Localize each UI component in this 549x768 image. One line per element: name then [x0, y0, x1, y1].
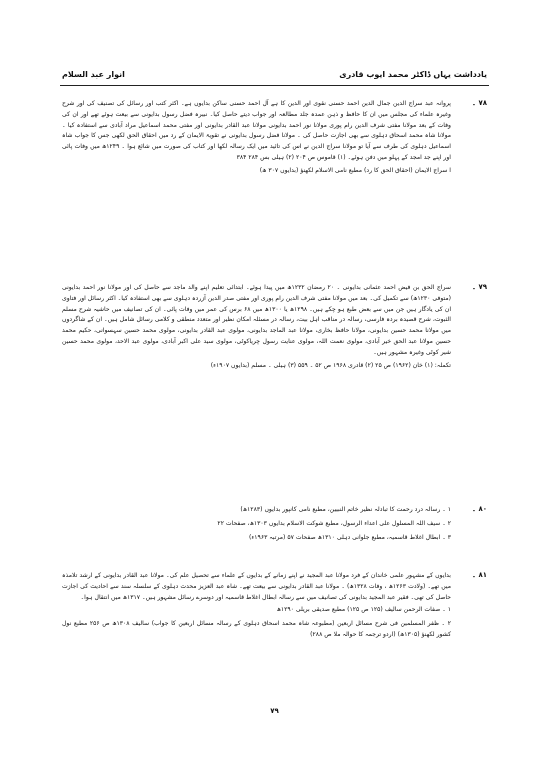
entry-number: ۸۰ ۔	[471, 505, 487, 513]
header-rule	[60, 85, 489, 86]
reference-line: ۱ ۔ صفات الرحمن سالیف (۱۲۵ ص ۱۲۵) مطبع صدیقی بریلی ۱۲۹۰ھ	[276, 606, 451, 614]
reference-line: ۲ ۔ ظفر المسلمین فی شرح مسائل اربعین (مطبوعہ شاہ محمد اسحاق دہلوی کے رسالہ مسائل اربعین کا جواب) سالیف ۱۳۰۸ھ ص ۲۵۶ مطبع نول کشور لکھنؤ (۱۳۰۵ھ) (اردو ترجمہ کا حوالہ ملا ص ۲۸۸)	[62, 620, 451, 638]
reference-line: ۱ ۔ رسالہ درد رحمت کا تبادلہ نظیر خاتم النبیین، مطبع نامی کانپور بدایوں (۱۲۸۳ھ)	[240, 506, 451, 513]
entry-paragraph: تکملہ: (۱) خان (۱۹۶۲) ص ۲۵ (۲) قادری ۱۹۶۸ ص ۵۲ ۔ ۵۵۹ (۳) ہیلی ۔ مسلم (بدایوں ۱۹۰۷ء)	[210, 361, 451, 369]
running-header	[62, 70, 487, 84]
entry-body	[62, 283, 451, 373]
page-number: ۷۹	[270, 707, 279, 715]
entry-references	[62, 505, 451, 546]
entry-references	[62, 605, 451, 640]
header-right-title: یادداشت یہاں ڈاکٹر محمد ایوب قادری	[339, 70, 487, 79]
entry-number: ۷۸ ۔	[471, 99, 487, 107]
reference-line: ۳ ۔ ابطال اغلاط قاسمیہ، مطبع جلوانی دہلی ۱۳۱۰ھ صفحات ۵۷ (مرتبہ ۱۹۶۳ء)	[249, 533, 451, 541]
entry-references	[62, 166, 451, 177]
entry-number: ۷۹ ۔	[471, 283, 487, 291]
entry-paragraph: پروانہ عبد سراج الدین جمال الدین احمد حسنی نقوی اور الدین کا ہے آل احمد حسنی ساکن بدایوں ہے۔ اکثر کتب اور رسائل کی تصنیف کی اور شرح وغیرہ علماء کی مجلس میں ان کا حافظ و ذہن عمدہ جلد مطالعہ اور جواب دیتے حاصل کیا۔ نبیرہ فضل رسول بدایونی سے بیعت ہوئے تھے اور ان کی وفات کے بعد مولانا مفتی شرف الدین رام پوری مولانا نور احمد بدایونی مولانا عبد القادر بدایونی اور مفتی محمد اسماعیل مراد آبادی سے استفادہ کیا ۔ مولانا شاہ محمد اسحاق دہلوی سے بھی اجازت حاصل کی ۔ مولانا فضل رسول بدایونی نے تقویۃ الایمان کے رد میں احقاق الحق لکھی جس کا جواب شاہ اسماعیل دہلوی کی طرف سے آیا تو مولانا سراج الدین نے اس کی تائید میں ایک رسالہ لکھا اور کتاب کی صورت میں شائع ہوا ۔ ۱۲۴۹ھ میں وفات پائی اور اپنے جد امجد کے پہلو میں دفن ہوئے۔ (۱) قاموس ص ۲۰۴ (۲) ہیلی بس ۲۸۴ ۳۸۴	[62, 100, 451, 161]
entry-number: ۸۱ ۔	[471, 571, 487, 579]
entry-body	[62, 571, 451, 644]
entry-paragraph: بدایوں کے مشہور علمی خاندان کے فرد مولانا عبد المجید نے اپنے زمانے کے بدایوں کے علماء سے تحصیل علم کی۔ مولانا عبد القادر بدایونی کے ارشد تلامذہ میں تھے۔ (ولادت ۱۲۶۳ھ ، وفات ۱۳۲۸ھ) ۔ مولانا عبد القادر بدایونی سے بیعت تھے۔ شاہ عبد العزیز محدث دہلوی کے سلسلہ سند سے احادیث کی اجازت حاصل کی تھی۔ فقیر عبد المجید بدایونی کی تصانیف میں سے رسالہ ابطال اغلاط قاسمیہ اور دوسرے رسائل مشہور ہیں۔ ۱۳۱۷ھ میں انتقال ہوا۔	[62, 572, 451, 601]
entry-paragraph: سراج الحق بن فیض احمد عثمانی بدایونی ۔ ۲۰ رمضان ۱۲۳۲ھ میں پیدا ہوئے۔ ابتدائی تعلیم اپنے والد ماجد سے حاصل کی اور مولانا نور احمد بدایونی (متوفی ۱۲۳۰ھ) سے تکمیل کی۔ بعد میں مولانا مفتی شرف الدین رام پوری اور مفتی صدر الدین آزردہ دہلوی سے بھی استفادہ کیا۔ اکثر رسائل اور فتاوی ان کی یادگار ہیں جن میں سے بعض طبع ہو چکے ہیں۔ ۱۲۹۸ھ یا ۱۳۰۰ھ میں ۶۸ برس کی عمر میں وفات پائی۔ ان کی تصانیف میں حاشیہ شرح مسلم الثبوت، شرح قصیدہ بردہ فارسی، رسالہ در مناقب اہل بیت، رسالہ در مسئلہ امکان نظیر اور متعدد منطقی و کلامی رسائل شامل ہیں۔ ان کے شاگردوں میں مولانا محمد حسین بدایونی، مولانا حافظ بخاری، مولانا عبد الماجد بدایونی، مولوی عبد القادر بدایونی، مولوی محمد حسین سہسوانی، حکیم محمد حسین مولانا عبد الحق خیر آبادی، مولوی نعمت اللہ، مولوی عنایت رسول چریاکوٹی، مولوی سید علی اکبر آبادی، مولوی عبد الاحد، مولوی محمد حسین شیر کوٹی وغیرہ مشہور ہیں۔	[62, 284, 452, 356]
entry-body	[62, 99, 451, 180]
header-left-title: انوار عبد السلام	[62, 70, 125, 79]
reference-line: ا سراج الایمان (احقاق الحق کا رد) مطبع نامی الاسلام لکھنؤ (بدایوں ۳۰۷ ھ)	[259, 166, 451, 174]
reference-line: ۲ ۔ سیف اللہ المسلول علی اعداء الرسول، مطبع شوکت الاسلام بدایوں ۱۳۰۳ھ، صفحات ۲۲	[217, 519, 451, 527]
